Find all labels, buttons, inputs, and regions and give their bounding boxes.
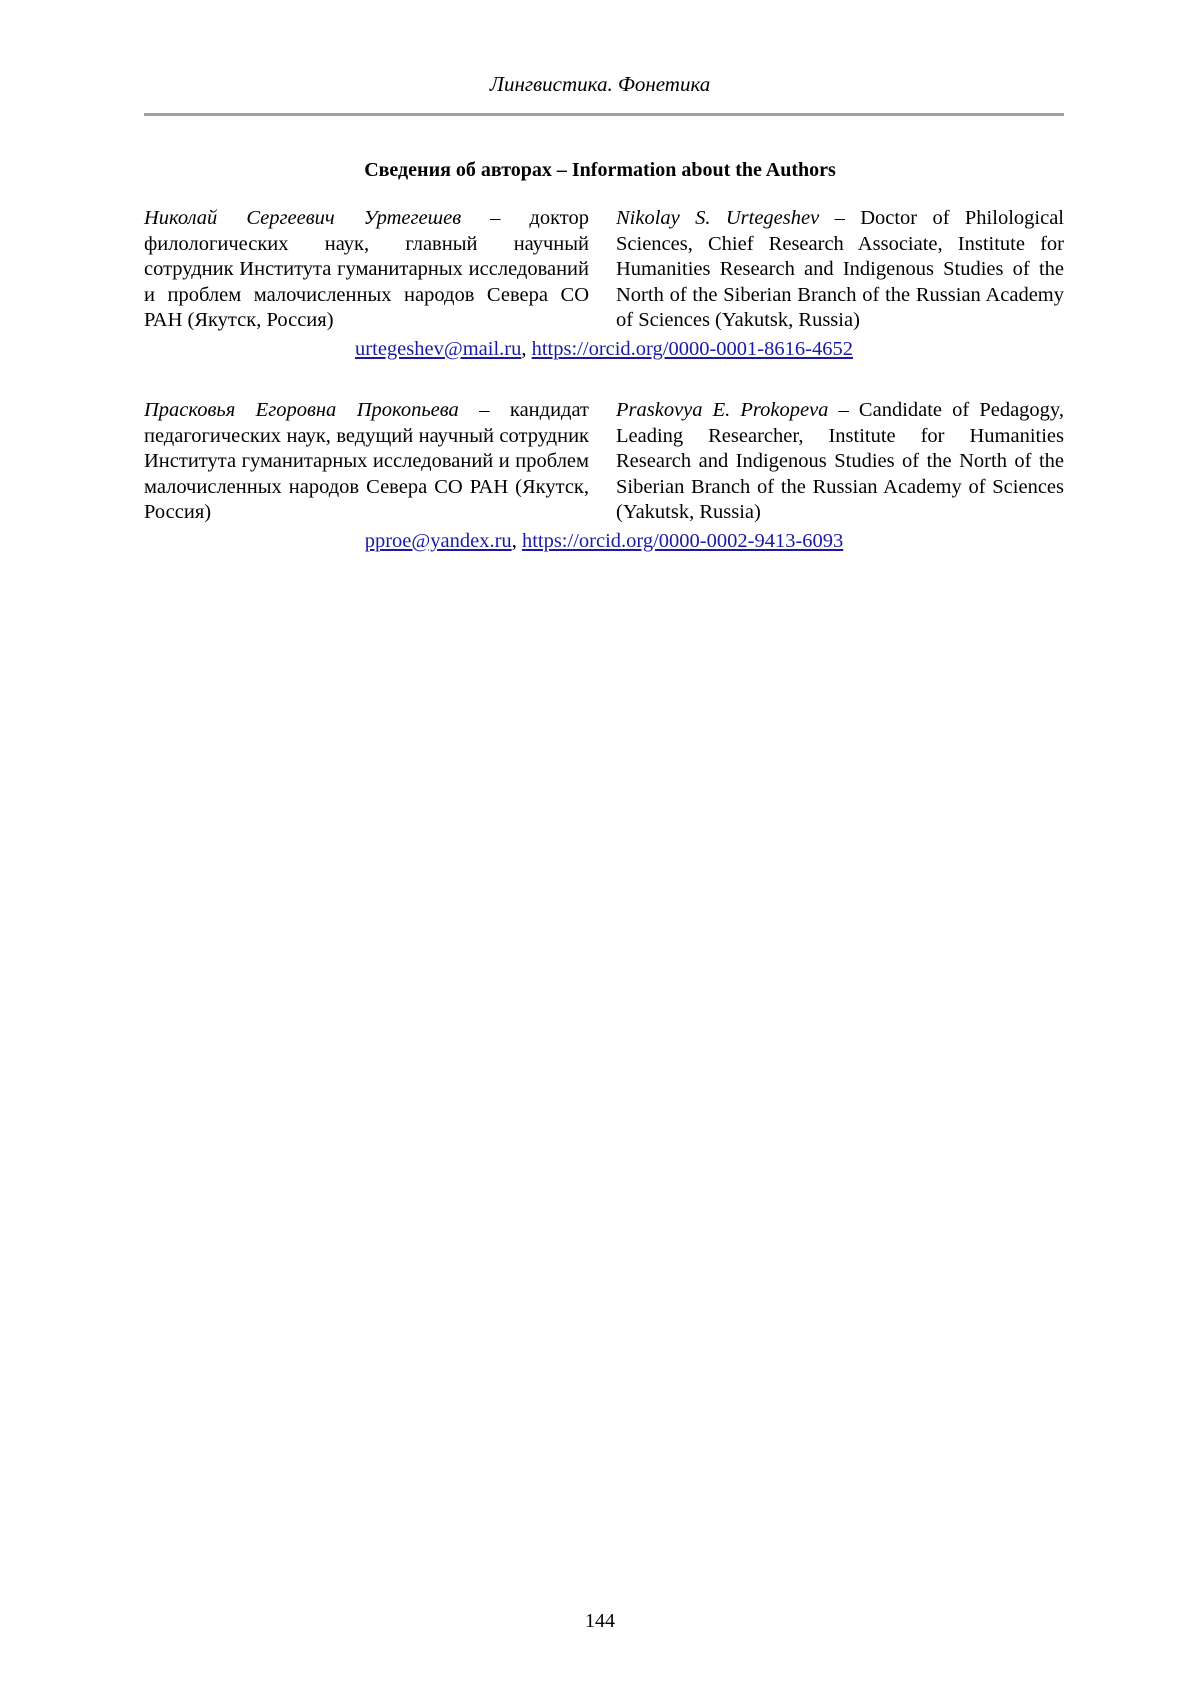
page-number: 144 [585, 1610, 615, 1632]
author-ru-text: – доктор филологических наук, главный научный сотрудник Института гуманитарных исследований и проблем малочисленных народов Севера СО РАН (Якутск, Россия) [144, 207, 589, 331]
author-ru-description [144, 398, 589, 526]
header-divider [144, 113, 1064, 116]
author-orcid-link[interactable]: https://orcid.org/0000-0002-9413-6093 [521, 529, 844, 552]
contact-separator: , [521, 337, 532, 360]
author-ru-name: Николай Сергеевич Уртегешев [144, 207, 462, 229]
author-en-description [616, 398, 1064, 526]
author-orcid-link[interactable]: https://orcid.org/0000-0001-8616-4652 [531, 337, 853, 360]
author-info-block [144, 398, 1064, 554]
author-en-text: – Doctor of Philological Sciences, Chief Research Associate, Institute for Humanities Research and Indigenous Studies of the North of the Siberian Branch of the Russian Academy of Sciences (Yakutsk, Russia) [616, 207, 1064, 331]
running-title: Лингвистика. Фонетика [489, 72, 711, 96]
author-email-link[interactable]: pproe@yandex.ru [364, 529, 512, 552]
author-en-description [616, 206, 1064, 334]
author-en-text: – Candidate of Pedagogy, Leading Researcher, Institute for Humanities Research and Indigenous Studies of the North of the Siberian Branch of the Russian Academy of Sciences (Yakutsk, Russia) [616, 399, 1064, 523]
section-title: Сведения об авторах – Information about the Authors [364, 159, 836, 181]
author-info-block [144, 206, 1064, 362]
author-contacts [144, 529, 1064, 555]
author-en-name: Nikolay S. Urtegeshev [616, 207, 820, 229]
author-ru-text: – кандидат педагогических наук, ведущий научный сотрудник Института гуманитарных исследований и проблем малочисленных народов Севера СО РАН (Якутск, Россия) [144, 399, 589, 523]
author-contacts [144, 337, 1064, 363]
author-ru-name: Прасковья Егоровна Прокопьева [144, 399, 459, 421]
author-ru-description [144, 206, 589, 334]
author-en-name: Praskovya E. Prokopeva [616, 399, 829, 421]
contact-separator: , [511, 529, 522, 552]
author-email-link[interactable]: urtegeshev@mail.ru [355, 337, 522, 360]
